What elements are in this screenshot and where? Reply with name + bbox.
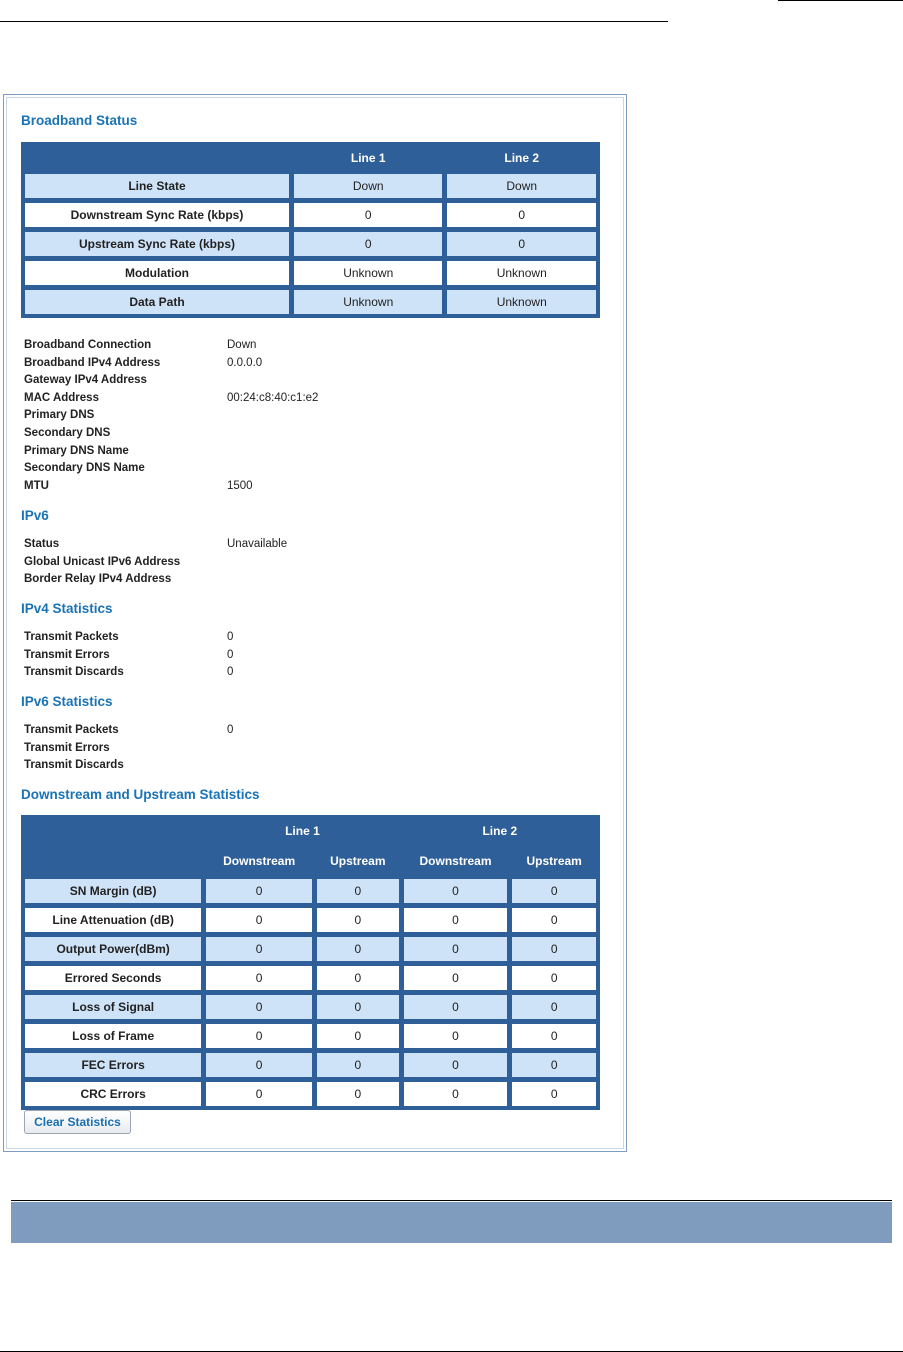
list-item <box>24 740 233 758</box>
row-label: CRC Errors <box>24 1081 202 1107</box>
list-item <box>24 425 318 443</box>
row-label: Line State <box>24 173 290 199</box>
dsus-header-line1: Line 1 <box>285 823 320 838</box>
status-panel <box>3 94 627 1152</box>
cell-line1: 0 <box>293 202 443 228</box>
ipv4-statistics-title: IPv4 Statistics <box>21 601 113 616</box>
list-item <box>24 337 318 355</box>
cell-line1: Unknown <box>293 289 443 315</box>
table-cell: 0 <box>205 1023 313 1049</box>
row-label: SN Margin (dB) <box>24 878 202 904</box>
table-cell: 0 <box>403 965 509 991</box>
table-cell: 0 <box>511 965 597 991</box>
list-item <box>24 478 318 496</box>
list-item <box>24 554 287 572</box>
row-label: Errored Seconds <box>24 965 202 991</box>
broadband-table <box>21 142 600 318</box>
table-cell: 0 <box>205 878 313 904</box>
top-rule <box>0 21 668 22</box>
table-row <box>24 231 597 257</box>
info-label: Global Unicast IPv6 Address <box>24 555 181 568</box>
info-value: Unavailable <box>227 538 288 550</box>
row-label: Output Power(dBm) <box>24 936 202 962</box>
table-row <box>24 173 597 199</box>
info-value: 0 <box>227 666 234 679</box>
info-label: MTU <box>24 479 49 492</box>
table-header-band <box>11 1202 892 1243</box>
top-rule-right <box>778 0 903 1</box>
table-row <box>24 878 597 904</box>
list-item <box>24 647 233 665</box>
row-label: Data Path <box>24 289 290 315</box>
ipv6-title: IPv6 <box>21 508 49 523</box>
table-cell: 0 <box>403 994 509 1020</box>
info-label: Transmit Discards <box>24 666 124 679</box>
info-label: Transmit Errors <box>24 648 110 661</box>
table-cell: 0 <box>403 907 509 933</box>
table-cell: 0 <box>316 1023 400 1049</box>
table-cell: 0 <box>316 878 400 904</box>
table-cell: 0 <box>205 936 313 962</box>
broadband-header-blank <box>24 145 290 170</box>
table-cell: 0 <box>403 1023 509 1049</box>
cell-line1: Unknown <box>293 260 443 286</box>
info-label: Gateway IPv4 Address <box>24 374 147 387</box>
table-cell: 0 <box>316 1052 400 1078</box>
info-label: Broadband IPv4 Address <box>24 356 161 369</box>
ipv6-statistics-title: IPv6 Statistics <box>21 694 113 709</box>
ipv4-statistics-info <box>24 629 233 682</box>
row-label: Loss of Frame <box>24 1023 202 1049</box>
table-cell: 0 <box>403 1081 509 1107</box>
table-cell: 0 <box>511 907 597 933</box>
table-cell: 0 <box>511 1081 597 1107</box>
info-value: Down <box>227 339 257 351</box>
table-cell: 0 <box>316 1081 400 1107</box>
broadband-header-line1: Line 1 <box>350 150 386 165</box>
info-label: Transmit Packets <box>24 724 119 736</box>
section-rule <box>11 1200 892 1201</box>
info-value: 00:24:c8:40:c1:e2 <box>227 391 319 404</box>
table-cell: 0 <box>511 878 597 904</box>
list-item <box>24 407 318 425</box>
ipv6-info <box>24 536 287 589</box>
list-item <box>24 355 318 373</box>
downstream-upstream-table <box>21 815 600 1110</box>
table-cell: 0 <box>511 936 597 962</box>
info-label: Transmit Packets <box>24 631 119 643</box>
dsus-subheader-blank <box>24 846 202 875</box>
info-label: Status <box>24 538 60 550</box>
table-cell: 0 <box>511 994 597 1020</box>
clear-statistics-button[interactable]: Clear Statistics <box>24 1110 131 1134</box>
table-row <box>24 289 597 315</box>
table-row <box>24 202 597 228</box>
list-item <box>24 757 233 775</box>
dsus-subheader-upstream: Upstream <box>526 853 582 868</box>
table-row <box>24 965 597 991</box>
cell-line1: Down <box>293 173 443 199</box>
dsus-subheader-upstream: Upstream <box>330 853 386 868</box>
table-cell: 0 <box>205 1081 313 1107</box>
dsus-subheader-downstream: Downstream <box>223 853 296 868</box>
info-label: Secondary DNS <box>24 426 111 439</box>
table-row <box>24 1052 597 1078</box>
table-cell: 0 <box>205 965 313 991</box>
info-label: Primary DNS <box>24 409 95 422</box>
info-label: Transmit Errors <box>24 741 110 754</box>
table-cell: 0 <box>511 1023 597 1049</box>
list-item <box>24 664 233 682</box>
row-label: Upstream Sync Rate (kbps) <box>24 231 290 257</box>
dsus-header-line2: Line 2 <box>482 823 518 838</box>
table-cell: 0 <box>316 994 400 1020</box>
info-label: Primary DNS Name <box>24 444 129 457</box>
list-item <box>24 629 233 647</box>
table-cell: 0 <box>316 965 400 991</box>
table-cell: 0 <box>205 1052 313 1078</box>
list-item <box>24 443 318 461</box>
table-row <box>24 907 597 933</box>
info-label: MAC Address <box>24 391 99 404</box>
info-label: Broadband Connection <box>24 339 152 351</box>
cell-line2: Unknown <box>446 289 597 315</box>
dsus-sub-header-row <box>24 846 597 875</box>
table-cell: 0 <box>511 1052 597 1078</box>
list-item <box>24 390 318 408</box>
list-item <box>24 372 318 390</box>
row-label: Line Attenuation (dB) <box>24 907 202 933</box>
info-label: Border Relay IPv4 Address <box>24 573 172 586</box>
table-row <box>24 994 597 1020</box>
broadband-status-title: Broadband Status <box>21 113 138 128</box>
info-label: Secondary DNS Name <box>24 462 145 475</box>
dsus-header-blank <box>24 818 202 843</box>
connection-info <box>24 337 318 495</box>
info-value: 0 <box>227 724 234 736</box>
row-label: Loss of Signal <box>24 994 202 1020</box>
info-value: 0 <box>227 631 234 643</box>
ipv6-statistics-info <box>24 722 233 775</box>
table-cell: 0 <box>403 1052 509 1078</box>
table-cell: 0 <box>205 994 313 1020</box>
info-value: 1500 <box>227 479 253 492</box>
table-cell: 0 <box>403 878 509 904</box>
table-row <box>24 1023 597 1049</box>
cell-line1: 0 <box>293 231 443 257</box>
info-value: 0.0.0.0 <box>227 356 263 369</box>
info-value: 0 <box>227 648 234 661</box>
list-item <box>24 460 318 478</box>
table-row <box>24 1081 597 1107</box>
table-cell: 0 <box>316 936 400 962</box>
dsus-subheader-downstream: Downstream <box>419 853 492 868</box>
table-row <box>24 260 597 286</box>
list-item <box>24 571 287 589</box>
info-label: Transmit Discards <box>24 759 124 772</box>
dsus-line-header-row <box>24 818 597 843</box>
cell-line2: 0 <box>446 202 597 228</box>
cell-line2: Unknown <box>446 260 597 286</box>
table-row <box>24 936 597 962</box>
cell-line2: Down <box>446 173 597 199</box>
cell-line2: 0 <box>446 231 597 257</box>
table-cell: 0 <box>403 936 509 962</box>
downstream-upstream-title: Downstream and Upstream Statistics <box>21 787 260 802</box>
list-item <box>24 536 287 554</box>
list-item <box>24 722 233 740</box>
row-label: FEC Errors <box>24 1052 202 1078</box>
row-label: Modulation <box>24 260 290 286</box>
broadband-header-line2: Line 2 <box>504 150 540 165</box>
table-cell: 0 <box>316 907 400 933</box>
broadband-header-row <box>24 145 597 170</box>
row-label: Downstream Sync Rate (kbps) <box>24 202 290 228</box>
table-cell: 0 <box>205 907 313 933</box>
